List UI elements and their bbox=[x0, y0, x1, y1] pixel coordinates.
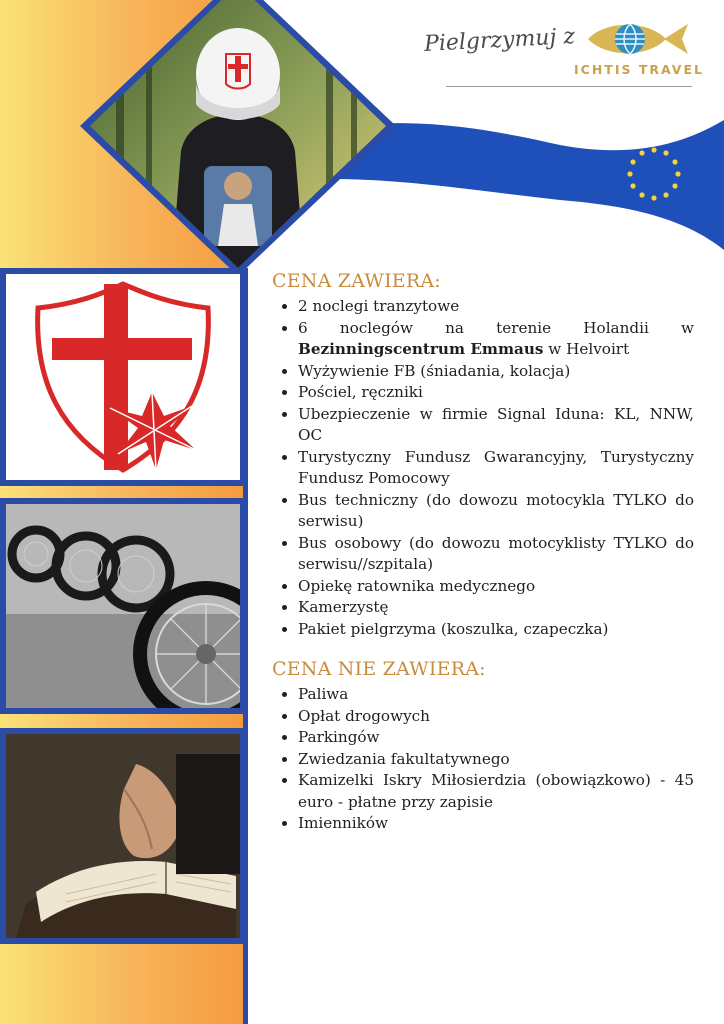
logo-underline bbox=[446, 86, 692, 87]
excluded-heading: CENA NIE ZAWIERA: bbox=[272, 658, 486, 680]
list-item: • Zwiedzania fakultatywnego bbox=[298, 749, 694, 771]
parked-motorcycles-image bbox=[6, 504, 240, 708]
list-item: • Kamizelki Iskry Miłosierdzia (obowiązkowo) - 45 euro - płatne przy zapisie bbox=[298, 770, 694, 813]
list-item: • Opłat drogowych bbox=[298, 706, 694, 728]
excluded-list bbox=[272, 684, 694, 835]
list-item: • Wyżywienie FB (śniadania, kolacja) bbox=[298, 361, 694, 383]
list-item: • Bus osobowy (do dowozu motocyklisty TYLKO do serwisu//szpitala) bbox=[298, 533, 694, 576]
fish-globe-logo-icon bbox=[586, 18, 690, 60]
list-item: • Pościel, ręczniki bbox=[298, 382, 694, 404]
brand-name: ICHTIS TRAVEL bbox=[574, 62, 704, 77]
list-item: • Parkingów bbox=[298, 727, 694, 749]
list-item: • Pakiet pielgrzyma (koszulka, czapeczka) bbox=[298, 619, 694, 641]
list-item: • Kamerzystę bbox=[298, 597, 694, 619]
list-item: • Bus techniczny (do dowozu motocykla TYLKO do serwisu) bbox=[298, 490, 694, 533]
praying-hands-bible-image bbox=[6, 734, 240, 938]
list-item: • Opiekę ratownika medycznego bbox=[298, 576, 694, 598]
list-item: • Imienników bbox=[298, 813, 694, 835]
price-details bbox=[272, 270, 694, 835]
logo-panel bbox=[0, 268, 246, 486]
header-photo bbox=[76, 0, 400, 276]
red-cross-shield-logo-icon bbox=[6, 274, 240, 480]
logo-tagline: Pielgrzymuj z bbox=[423, 24, 576, 57]
list-item: • Paliwa bbox=[298, 684, 694, 706]
list-item: • Ubezpieczenie w firmie Signal Iduna: KL, NNW, OC bbox=[298, 404, 694, 447]
list-item: • 6 noclegów na terenie Holandii w Bezinningscentrum Emmaus w Helvoirt bbox=[298, 318, 694, 361]
included-heading: CENA ZAWIERA: bbox=[272, 270, 441, 292]
excluded-section bbox=[272, 658, 694, 835]
motorcycles-panel bbox=[0, 498, 246, 714]
included-list bbox=[272, 296, 694, 640]
list-item: • 2 noclegi tranzytowe bbox=[298, 296, 694, 318]
list-item: • Turystyczny Fundusz Gwarancyjny, Turystyczny Fundusz Pomocowy bbox=[298, 447, 694, 490]
prayer-panel bbox=[0, 728, 246, 944]
